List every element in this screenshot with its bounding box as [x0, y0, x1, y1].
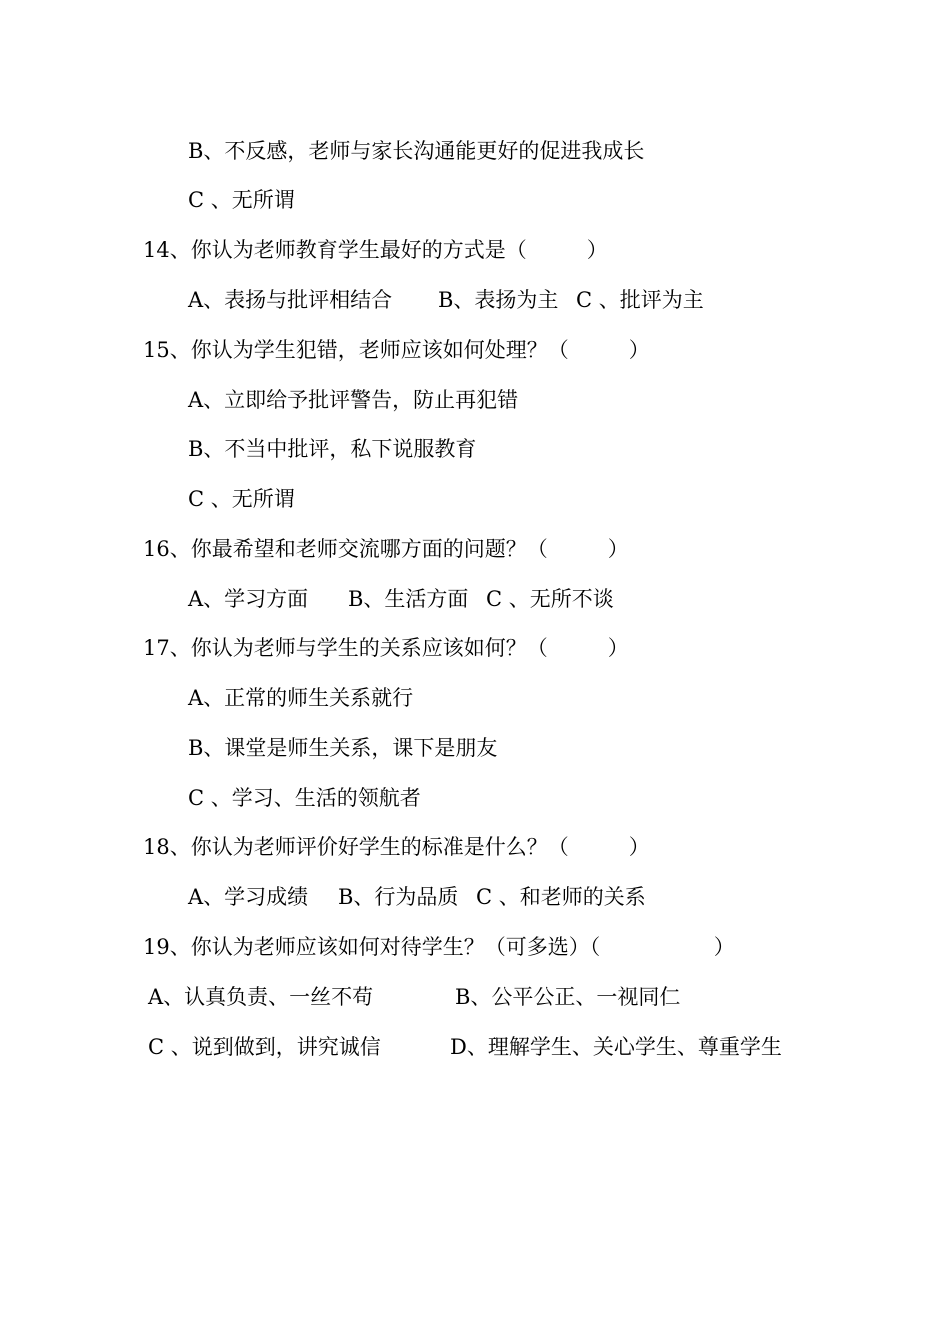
q15-option-b: B、不当中批评，私下说服教育: [188, 437, 477, 461]
q18-question: 18、你认为老师评价好学生的标准是什么？（ ）: [143, 835, 650, 859]
q14-option-b: B、表扬为主: [438, 288, 559, 312]
q15-question: 15、你认为学生犯错，老师应该如何处理？（ ）: [143, 338, 650, 362]
q19-option-b: B、公平公正、一视同仁: [455, 985, 681, 1009]
q16-option-c: C 、无所不谈: [486, 587, 614, 611]
q15-option-c: C 、无所谓: [188, 487, 295, 511]
q16-option-b: B、生活方面: [348, 587, 469, 611]
q19-question: 19、你认为老师应该如何对待学生？（可多选）（ ）: [143, 935, 735, 959]
q15-option-a: A、立即给予批评警告，防止再犯错: [188, 388, 519, 412]
q14-option-a: A、表扬与批评相结合: [188, 288, 393, 312]
q14-question: 14、你认为老师教育学生最好的方式是（ ）: [143, 238, 608, 262]
q19-option-c: C 、说到做到，讲究诚信: [148, 1035, 381, 1059]
q17-option-b: B、课堂是师生关系，课下是朋友: [188, 736, 498, 760]
q17-question: 17、你认为老师与学生的关系应该如何？（ ）: [143, 636, 629, 660]
q19-options-row2: [148, 1033, 848, 1145]
q14-option-c: C 、批评为主: [576, 288, 704, 312]
q16-question: 16、你最希望和老师交流哪方面的问题？（ ）: [143, 537, 629, 561]
q13-option-b: B、不反感，老师与家长沟通能更好的促进我成长: [188, 139, 645, 163]
q19-option-a: A、认真负责、一丝不苟: [148, 985, 374, 1009]
q13-option-c: C 、无所谓: [188, 188, 295, 212]
q17-option-c: C 、学习、生活的领航者: [188, 786, 421, 810]
q16-option-a: A、学习方面: [188, 587, 309, 611]
q18-option-a: A、学习成绩: [188, 885, 309, 909]
q19-option-d: D、理解学生、关心学生、尊重学生: [450, 1035, 782, 1059]
q17-option-a: A、正常的师生关系就行: [188, 686, 414, 710]
q18-option-c: C 、和老师的关系: [476, 885, 646, 909]
q18-option-b: B、行为品质: [338, 885, 459, 909]
